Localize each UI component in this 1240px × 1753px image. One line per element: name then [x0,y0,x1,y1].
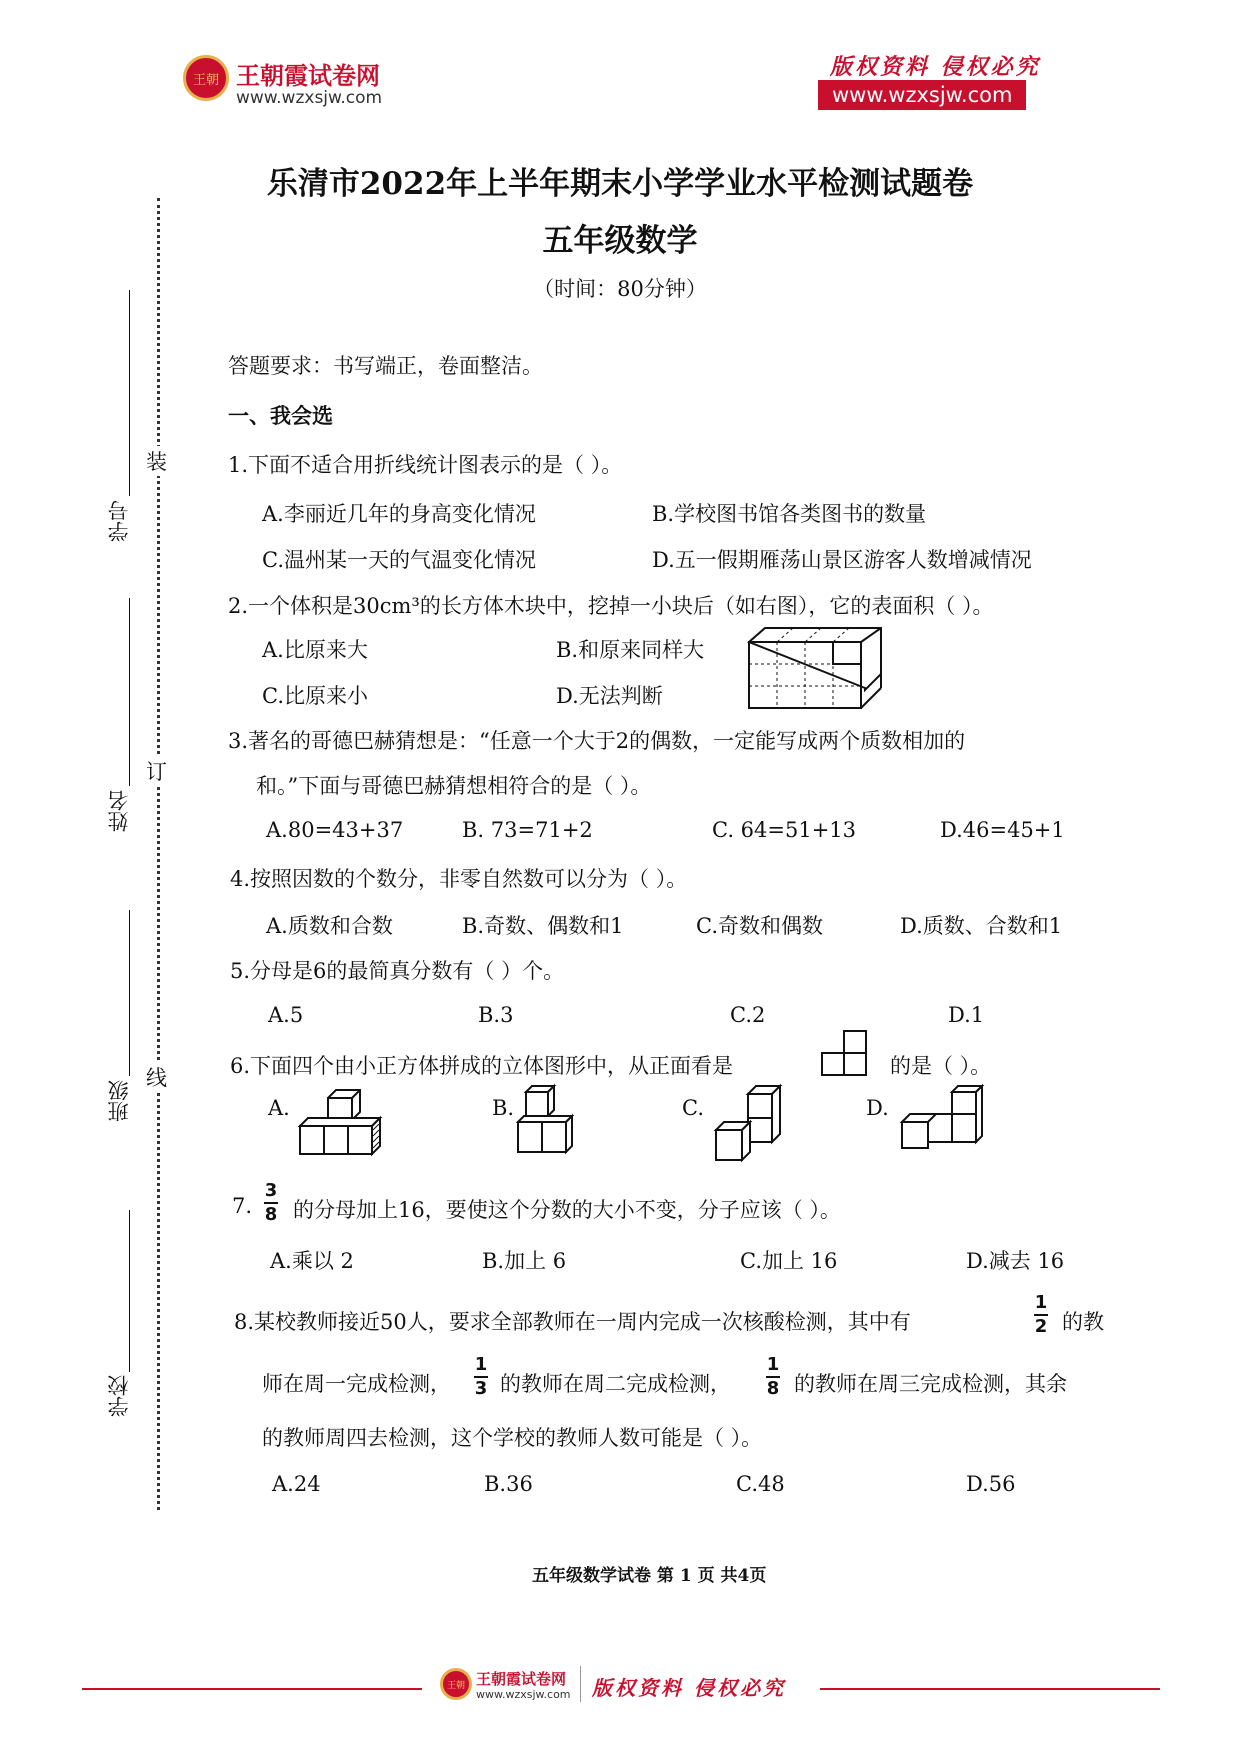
section-title: 一、我会选 [228,403,333,428]
footer-rule-right [820,1688,1160,1690]
brand-url: www.wzxsjw.com [236,88,383,108]
q8-line2b: 的教师在周二完成检测， [500,1372,731,1396]
q4-option-b: B.奇数、偶数和1 [462,914,624,938]
q1-option-c: C.温州某一天的气温变化情况 [262,548,536,572]
q8-fraction-half [1034,1292,1048,1338]
q8-line1-end: 的教 [1062,1310,1104,1334]
q7-option-a: A.乘以 2 [270,1249,354,1273]
q8-f1-numerator: 1 [1034,1292,1048,1313]
exam-time: （时间：80分钟） [533,277,707,301]
field-label-student-id: 学号 [107,500,131,542]
q3-option-d: D.46=45+1 [940,818,1065,842]
q3-stem-line1: 3.著名的哥德巴赫猜想是：“任意一个大于2的偶数，一定能写成两个质数相加的 [228,729,966,753]
q7-fraction [264,1180,278,1226]
q6-figure-c [712,1082,792,1166]
q7-fraction-numerator: 3 [264,1180,278,1201]
q7-fraction-denominator: 8 [264,1204,278,1225]
q8-option-c: C.48 [736,1472,785,1496]
q6-front-view-figure [820,1028,870,1078]
footer-copyright: 版权资料 侵权必究 [592,1676,786,1700]
footer-logo: 王朝 [440,1668,472,1700]
footer-brand-name: 王朝霞试卷网 [476,1670,567,1688]
q8-f2-numerator: 1 [474,1354,488,1375]
q8-f3-denominator: 8 [766,1378,780,1399]
field-label-class: 班级 [107,1080,131,1122]
q8-line2a: 师在周一完成检测， [262,1372,451,1396]
q1-option-a: A.李丽近几年的身高变化情况 [262,502,536,526]
binding-mark-xian: 线 [146,1062,167,1092]
footer-divider [580,1666,581,1702]
q4-option-d: D.质数、合数和1 [900,914,1063,938]
copyright-url: www.wzxsjw.com [818,80,1026,110]
q1-option-b: B.学校图书馆各类图书的数量 [652,502,927,526]
q6-figure-b [516,1082,586,1158]
footer-rule-left [82,1688,422,1690]
q4-option-c: C.奇数和偶数 [696,914,823,938]
q8-option-b: B.36 [484,1472,533,1496]
brand-logo: 王朝 [183,55,229,101]
copyright-notice: 版权资料 侵权必究 [830,54,1041,80]
footer-brand-url: www.wzxsjw.com [476,1688,571,1701]
q5-option-a: A.5 [268,1003,304,1027]
q6-figure-a [298,1086,398,1158]
q6-figure-d [896,1082,1006,1150]
q6-option-d: D. [866,1096,889,1120]
q3-option-b: B. 73=71+2 [462,818,593,842]
q1-option-d: D.五一假期雁荡山景区游客人数增减情况 [652,548,1032,572]
q2-stem-text: 2.一个体积是30cm³的长方体木块中，挖掉一小块后（如右图），它的表面积（ ）。 [228,594,994,618]
q2-option-c: C.比原来小 [262,684,368,708]
q5-stem: 5.分母是6的最简真分数有（ ）个。 [230,959,565,983]
binding-dotted-line [157,198,160,1510]
q7-option-c: C.加上 16 [740,1249,838,1273]
field-line-school[interactable] [129,1210,130,1372]
q6-option-a: A. [268,1096,290,1120]
exam-title: 乐清市2022年上半年期末小学学业水平检测试题卷 [266,166,974,202]
q3-stem-line2: 和。”下面与哥德巴赫猜想相符合的是（ ）。 [256,774,652,798]
q2-option-a: A.比原来大 [262,638,368,662]
q1-stem: 1.下面不适合用折线统计图表示的是（ ）。 [228,453,623,477]
q8-fraction-eighth [766,1354,780,1400]
exam-subject: 五年级数学 [542,223,698,259]
q8-f1-denominator: 2 [1034,1316,1048,1337]
q7-number: 7. [232,1194,253,1218]
field-line-class[interactable] [129,910,130,1076]
field-line-name[interactable] [129,598,130,786]
page-number: 五年级数学试卷 第 1 页 共4页 [532,1566,767,1586]
q6-stem-a: 6.下面四个由小正方体拼成的立体图形中，从正面看是 [230,1054,734,1078]
q4-stem: 4.按照因数的个数分，非零自然数可以分为（ ）。 [230,867,688,891]
q5-option-c: C.2 [730,1003,766,1027]
answer-requirement: 答题要求：书写端正，卷面整洁。 [228,354,543,378]
field-line-student-id[interactable] [129,290,130,496]
q8-f2-denominator: 3 [474,1378,488,1399]
q5-option-d: D.1 [948,1003,985,1027]
brand-name: 王朝霞试卷网 [236,62,380,90]
q3-option-a: A.80=43+37 [266,818,404,842]
q8-option-a: A.24 [272,1472,321,1496]
q8-f3-numerator: 1 [766,1354,780,1375]
binding-mark-ding: 订 [146,756,167,786]
q8-option-d: D.56 [966,1472,1016,1496]
q3-option-c: C. 64=51+13 [712,818,857,842]
q2-option-d: D.无法判断 [556,684,663,708]
q6-option-c: C. [682,1096,704,1120]
q2-option-b: B.和原来同样大 [556,638,705,662]
q7-option-b: B.加上 6 [482,1249,567,1273]
q8-line2c: 的教师在周三完成检测，其余 [794,1372,1067,1396]
q8-line1: 8.某校教师接近50人，要求全部教师在一周内完成一次核酸检测，其中有 [234,1310,911,1334]
q6-option-b: B. [492,1096,515,1120]
q8-line3: 的教师周四去检测，这个学校的教师人数可能是（ ）。 [262,1426,763,1450]
q2-cuboid-figure [745,622,885,712]
q8-fraction-third [474,1354,488,1400]
q7-option-d: D.减去 16 [966,1249,1065,1273]
field-label-name: 姓名 [107,790,131,832]
binding-mark-zhuang: 装 [146,446,167,476]
q7-stem: 的分母加上16，要使这个分数的大小不变，分子应该（ ）。 [293,1198,841,1222]
q6-stem-b: 的是（ ）。 [890,1054,992,1078]
field-label-school: 学校 [107,1375,131,1417]
q5-option-b: B.3 [478,1003,514,1027]
q4-option-a: A.质数和合数 [266,914,393,938]
